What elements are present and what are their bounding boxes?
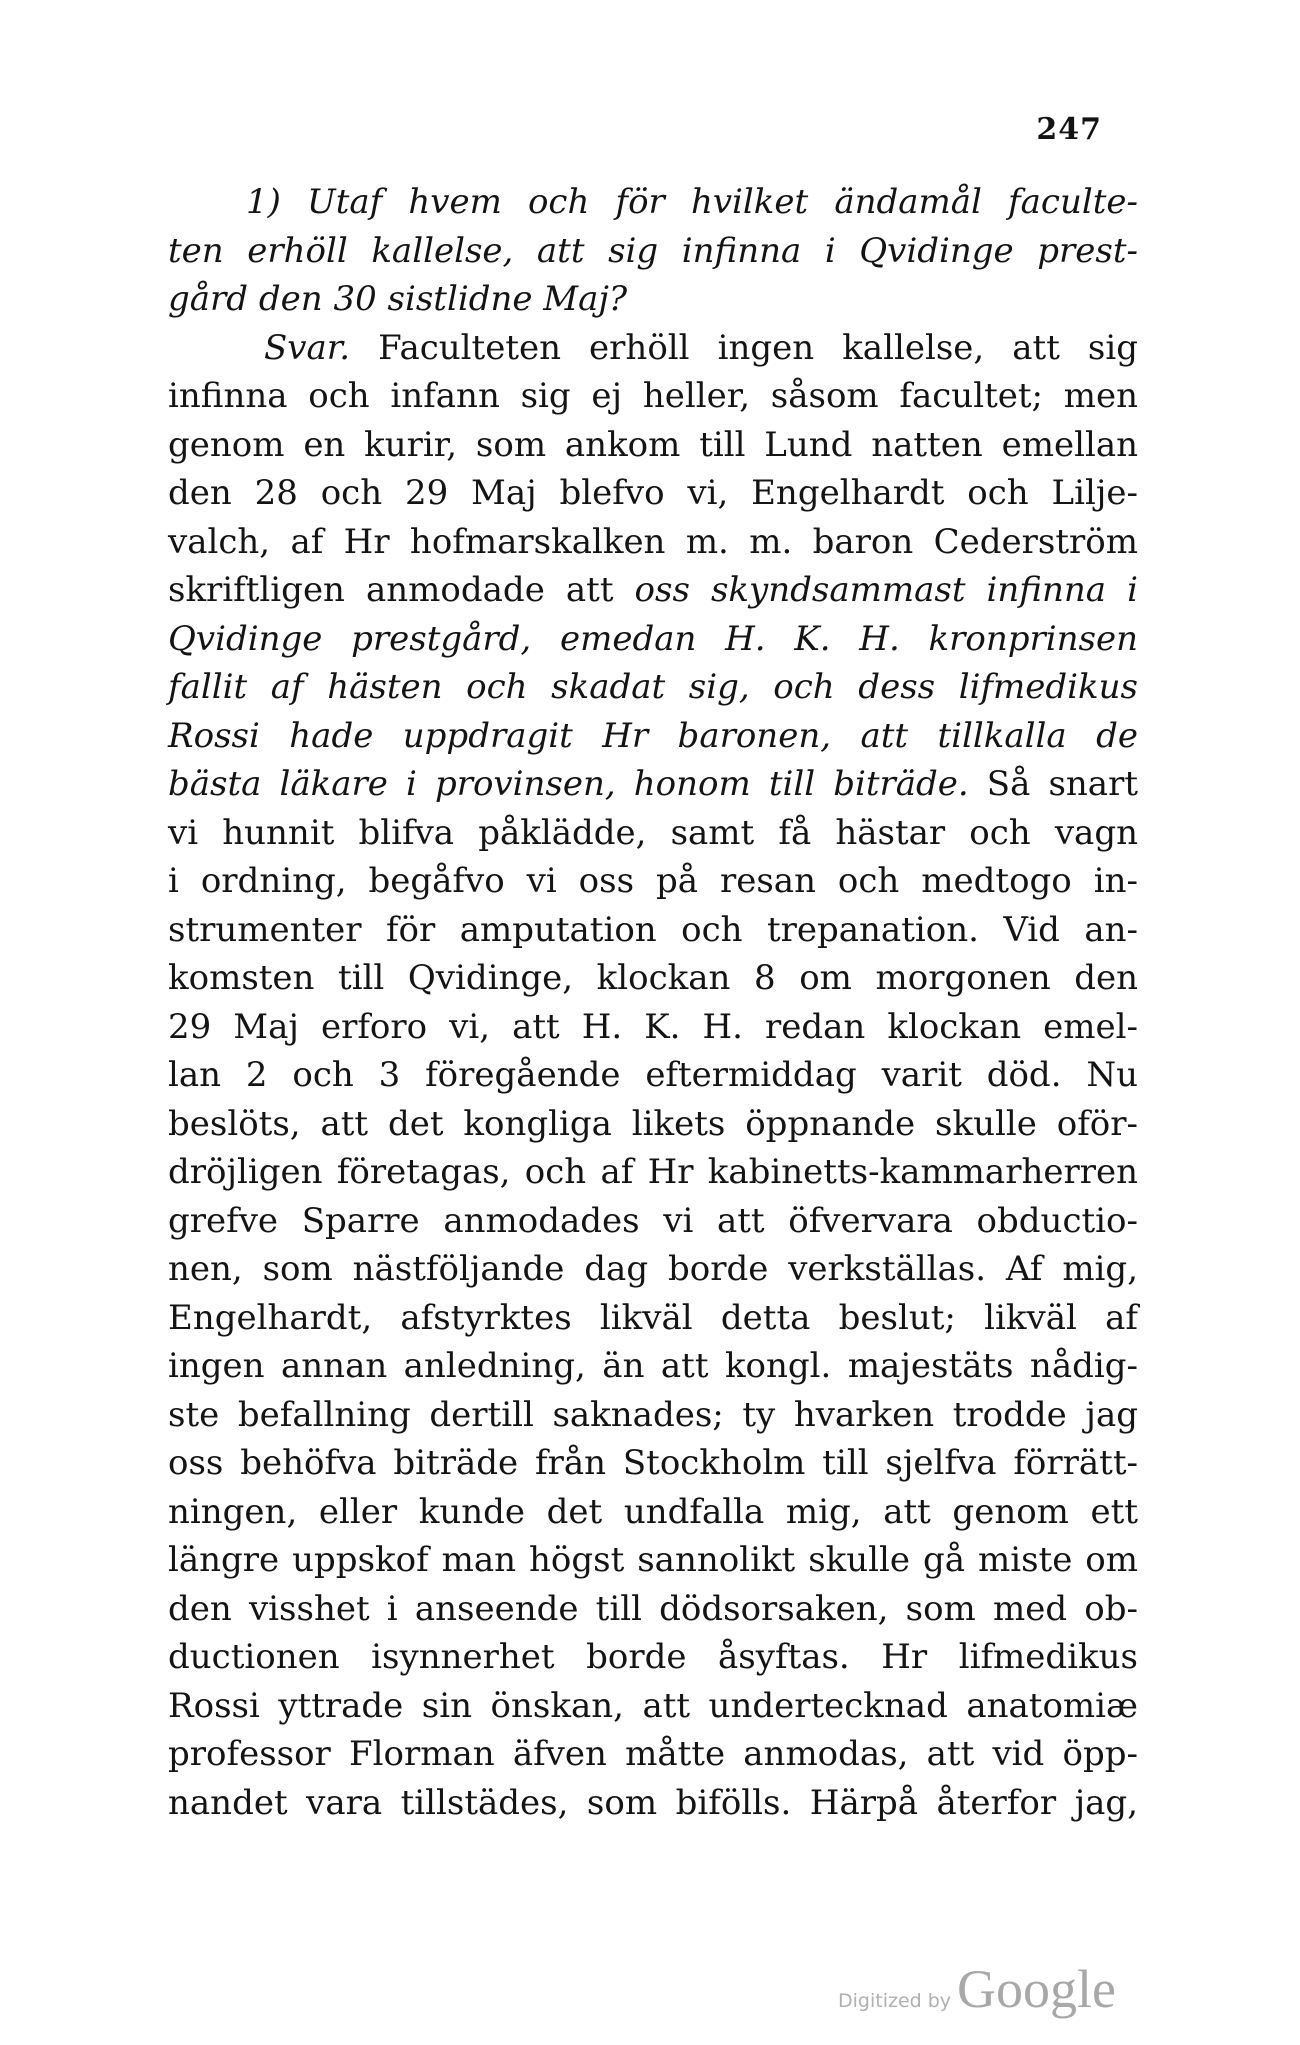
text-segment: oss skyndsammast infinna i xyxy=(634,570,1138,610)
text-line: nen, som nästföljande dag borde verkställas. Af mig, xyxy=(168,1249,1138,1289)
text-line: i ordning, begåfvo vi oss på resan och medtogo in- xyxy=(168,861,1138,901)
text-line: strumenter för amputation och trepanation. Vid an- xyxy=(168,909,1138,950)
text-line xyxy=(168,760,1138,809)
text-line: vi hunnit blifva påklädde, samt få hästar och vagn xyxy=(168,812,1138,853)
text-line: 1) Utaf hvem och för hvilket ändamål faculte- xyxy=(246,182,1138,222)
text-line: nandet vara tillstädes, som bifölls. Härpå återfor jag, xyxy=(168,1782,1138,1823)
text-line: grefve Sparre anmodades vi att öfvervara obductio- xyxy=(168,1200,1138,1241)
digitization-watermark xyxy=(838,1958,1116,2020)
text-line: beslöts, att det kongliga likets öppnande skulle oför- xyxy=(168,1103,1138,1144)
digitized-by-label: Digitized by xyxy=(838,1990,952,2012)
text-line: professor Florman äfven måtte anmodas, att vid öpp- xyxy=(168,1734,1138,1774)
text-line: infinna och infann sig ej heller, såsom facultet; men xyxy=(168,376,1138,416)
text-line: Qvidinge prestgård, emedan H. K. H. kronprinsen xyxy=(168,618,1138,659)
text-line: komsten till Qvidinge, klockan 8 om morgonen den xyxy=(168,958,1138,998)
page-number: 247 xyxy=(1036,112,1102,147)
text-line: 29 Maj erforo vi, att H. K. H. redan klockan emel- xyxy=(168,1006,1138,1047)
text-segment: Faculteten erhöll ingen kallelse, att sig xyxy=(350,327,1138,368)
text-segment: Svar. xyxy=(264,327,351,368)
google-logo: Google xyxy=(957,1959,1117,2019)
text-line: fallit af hästen och skadat sig, och dess lifmedikus xyxy=(168,667,1138,707)
text-line: dröjligen företagas, och af Hr kabinetts-kammarherren xyxy=(168,1152,1138,1192)
text-line: den visshet i anseende till dödsorsaken, som med ob- xyxy=(168,1588,1138,1629)
text-line: den 28 och 29 Maj blefvo vi, Engelhardt och Lilje- xyxy=(168,473,1138,513)
text-line: ductionen isynnerhet borde åsyftas. Hr lifmedikus xyxy=(168,1637,1138,1677)
text-line xyxy=(168,566,1138,615)
text-line: ten erhöll kallelse, att sig infinna i Qvidinge prest- xyxy=(168,230,1138,271)
text-line: valch, af Hr hofmarskalken m. m. baron Cederström xyxy=(168,521,1138,562)
text-segment: bästa läkare i provinsen, honom till biträde. xyxy=(168,764,969,804)
body-text xyxy=(168,178,1138,1827)
text-line: oss behöfva biträde från Stockholm till sjelfva förrätt- xyxy=(168,1443,1138,1483)
text-line: lan 2 och 3 föregående eftermiddag varit död. Nu xyxy=(168,1055,1138,1095)
text-line xyxy=(168,324,1138,373)
text-segment: Så snart xyxy=(968,764,1138,804)
text-line: Rossi yttrade sin önskan, att undertecknad anatomiæ xyxy=(168,1685,1138,1726)
text-segment: skriftligen anmodade att xyxy=(168,570,635,610)
text-line: längre uppskof man högst sannolikt skulle gå miste om xyxy=(168,1540,1138,1580)
text-line: genom en kurir, som ankom till Lund natten emellan xyxy=(168,424,1138,465)
text-line: ingen annan anledning, än att kongl. majestäts nådig- xyxy=(168,1346,1138,1386)
text-line: ningen, eller kunde det undfalla mig, att genom ett xyxy=(168,1491,1138,1532)
text-line: Engelhardt, afstyrktes likväl detta beslut; likväl af xyxy=(168,1297,1138,1338)
text-line: gård den 30 sistlidne Maj? xyxy=(168,279,628,319)
text-line: ste befallning dertill saknades; ty hvarken trodde jag xyxy=(168,1394,1138,1435)
text-line: Rossi hade uppdragit Hr baronen, att tillkalla de xyxy=(168,715,1138,756)
